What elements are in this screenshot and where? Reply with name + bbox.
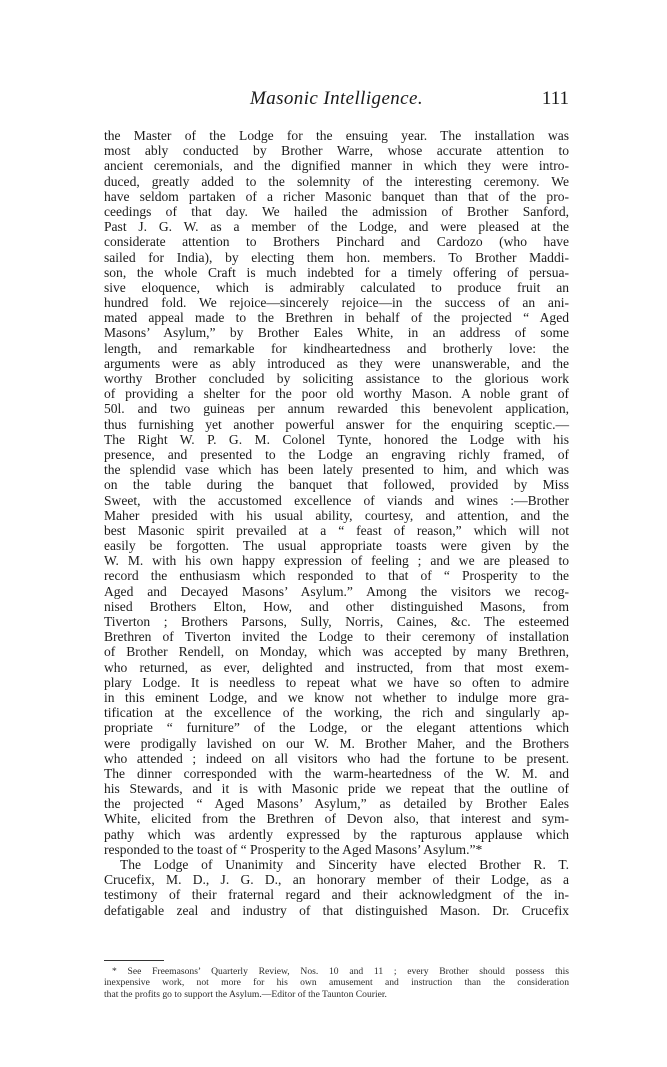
body-line: responded to the toast of “ Prosperity to the Aged Masons’ Asylum.”* [104, 841, 483, 857]
body-line: Brethren of Tiverton invited the Lodge to their ceremony of installation [104, 629, 569, 645]
body-line: have seldom partaken of a richer Masonic banquet than that of the pro- [104, 188, 569, 204]
body-line: pathy which was ardently expressed by the rapturous applause which [104, 826, 569, 842]
body-line: best Masonic spirit prevailed at a “ feast of reason,” which will not [104, 522, 569, 538]
page-number: 111 [541, 88, 569, 109]
body-line: the projected “ Aged Masons’ Asylum,” as detailed by Brother Eales [104, 796, 569, 812]
body-line: record the enthusiasm which responded to that of “ Prosperity to the [104, 568, 569, 584]
body-line: his Stewards, and it is with Masonic pride we repeat that the outline of [104, 781, 569, 797]
body-line: testimony of their fraternal regard and their acknowledgment of the in- [104, 887, 569, 903]
body-line: plary Lodge. It is needless to repeat what we have so often to admire [104, 674, 569, 690]
body-line: mated appeal made to the Brethren in behalf of the projected “ Aged [104, 310, 569, 326]
footnote [104, 966, 569, 1000]
footnote-line: * See Freemasons’ Quarterly Review, Nos. 10 and 11 ; every Brother should possess this [112, 966, 569, 977]
body-line: Crucefix, M. D., J. G. D., an honorary member of their Lodge, as a [104, 872, 569, 888]
body-line: presence, and presented to the Lodge an engraving richly framed, of [104, 446, 569, 462]
body-line: The Lodge of Unanimity and Sincerity have elected Brother R. T. [120, 857, 569, 872]
body-line: hundred fold. We rejoice—sincerely rejoice—in the success of an ani- [104, 295, 569, 311]
body-line: ceedings of that day. We hailed the admission of Brother Sanford, [104, 203, 569, 219]
body-line: Tiverton ; Brothers Parsons, Sully, Norris, Caines, &c. The esteemed [104, 614, 569, 629]
body-line: in this eminent Lodge, and we know not whether to indulge more gra- [104, 689, 569, 705]
body-line: were prodigally lavished on our W. M. Brother Maher, and the Brothers [104, 735, 569, 751]
body-line: worthy Brother concluded by soliciting assistance to the glorious work [104, 371, 569, 386]
body-line: who attended ; indeed on all visitors who had the fortune to be present. [104, 750, 569, 766]
body-line: the splendid vase which has been lately presented to him, and which was [104, 462, 569, 478]
body-line: length, and remarkable for kindheartedness and brotherly love: the [104, 340, 569, 356]
body-line: defatigable zeal and industry of that distinguished Mason. Dr. Crucefix [104, 902, 569, 918]
body-line: most ably conducted by Brother Warre, whose accurate attention to [104, 143, 569, 159]
body-line: of providing a shelter for the poor old worthy Mason. A noble grant of [104, 386, 569, 402]
body-line: arguments were as ably introduced as they were unanswerable, and the [104, 355, 569, 371]
body-line: White, elicited from the Brethren of Devon also, that interest and sym- [104, 811, 569, 827]
footnote-divider [104, 960, 164, 961]
body-line: duced, greatly added to the solemnity of the interesting ceremony. We [104, 173, 569, 189]
body-line: 50l. and two guineas per annum rewarded this benevolent application, [104, 401, 569, 417]
body-line: son, the whole Craft is much indebted for a timely offering of persua- [104, 264, 569, 280]
body-line: sailed for India), by electing them hon. members. To Brother Maddi- [104, 249, 569, 265]
page-header [104, 88, 569, 114]
body-line: The Right W. P. G. M. Colonel Tynte, honored the Lodge with his [104, 431, 569, 447]
footnote-line: that the profits go to support the Asylum.—Editor of the Taunton Courier. [104, 988, 387, 1000]
body-line: Masons’ Asylum,” by Brother Eales White, in an address of some [104, 325, 569, 341]
body-line: Maher presided with his usual ability, courtesy, and attention, and the [104, 507, 569, 523]
body-line: propriate “ furniture” of the Lodge, or the elegant attentions which [104, 720, 569, 736]
body-line: on the table during the banquet that followed, provided by Miss [104, 477, 569, 493]
body-line: of Brother Rendell, on Monday, which was accepted by many Brethren, [104, 644, 569, 660]
article-body [104, 128, 569, 918]
body-line: thus furnishing yet another powerful answer for the enquiring sceptic.— [104, 416, 569, 432]
running-title: Masonic Intelligence. [249, 88, 423, 109]
footnote-line: inexpensive work, not more for his own amusement and instruction than the consideration [104, 977, 569, 989]
body-line: easily be forgotten. The usual appropriate toasts were given by the [104, 538, 569, 554]
body-line: Past J. G. W. as a member of the Lodge, and were pleased at the [104, 219, 569, 235]
body-line: sive eloquence, which is admirably calculated to produce fruit an [104, 279, 569, 295]
body-line: tification at the excellence of the working, the rich and singularly ap- [104, 705, 569, 721]
body-line: considerate attention to Brothers Pinchard and Cardozo (who have [104, 234, 569, 250]
body-line: the Master of the Lodge for the ensuing year. The installation was [104, 128, 569, 143]
body-line: who returned, as ever, delighted and instructed, from that most exem- [104, 659, 569, 675]
body-line: The dinner corresponded with the warm-heartedness of the W. M. and [104, 765, 569, 781]
body-line: Aged and Decayed Masons’ Asylum.” Among the visitors we recog- [104, 583, 569, 599]
body-line: ancient ceremonials, and the dignified manner in which they were intro- [104, 158, 569, 174]
body-line: nised Brothers Elton, How, and other distinguished Masons, from [104, 598, 569, 614]
body-line: W. M. with his own happy expression of feeling ; and we are pleased to [104, 553, 569, 569]
body-line: Sweet, with the accustomed excellence of viands and wines :—Brother [104, 492, 569, 508]
